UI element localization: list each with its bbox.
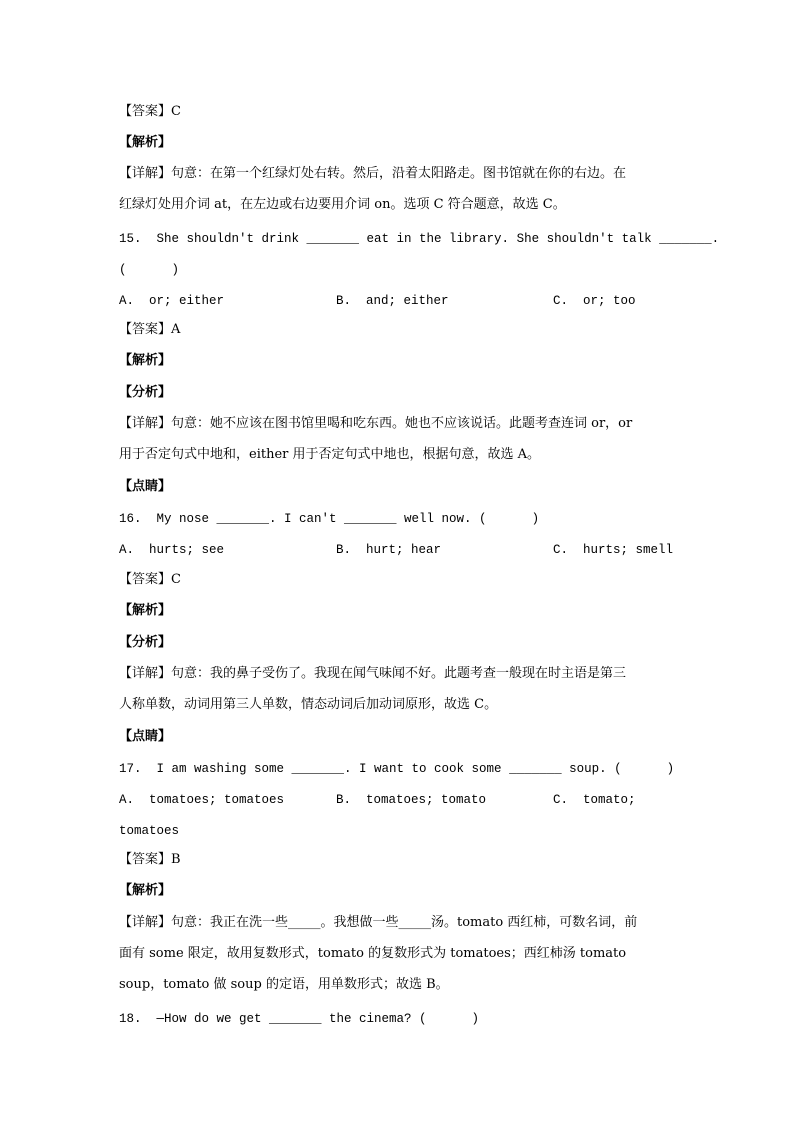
fenxi-label: 【分析】 (119, 385, 172, 400)
option-a: A. or; either (119, 294, 225, 308)
option-b: B. hurt; hear (336, 543, 442, 557)
analysis-label: 【解析】 (119, 603, 172, 618)
question-17: 17. I am washing some _______. I want to cook some _______ soup. ( ) (119, 762, 675, 776)
option-a: A. hurts; see (119, 543, 225, 557)
option-a: A. tomatoes; tomatoes (119, 793, 285, 807)
fenxi-label: 【分析】 (119, 635, 172, 650)
answer-label: 【答案】C (119, 572, 181, 587)
option-c: C. tomato; (553, 793, 636, 807)
dianjing-label: 【点睛】 (119, 729, 172, 744)
option-c: C. or; too (553, 294, 636, 308)
option-b: B. and; either (336, 294, 449, 308)
answer-paren: ( ) (119, 263, 180, 277)
question-18: 18. —How do we get _______ the cinema? ( ) (119, 1012, 480, 1026)
question-15: 15. She shouldn't drink _______ eat in the library. She shouldn't talk _______. (119, 232, 720, 246)
detail-text: 人称单数，动词用第三人单数，情态动词后加动词原形，故选 C。 (119, 697, 498, 712)
option-b: B. tomatoes; tomato (336, 793, 487, 807)
question-16: 16. My nose _______. I can't _______ well now. ( ) (119, 512, 540, 526)
detail-text: 【详解】句意：我正在洗一些_____。我想做一些_____汤。tomato 西红柿，可数名词，前 (119, 915, 638, 930)
detail-text: 用于否定句式中地和，either 用于否定句式中地也，根据句意，故选 A。 (119, 447, 541, 462)
detail-text: 【详解】句意：她不应该在图书馆里喝和吃东西。她也不应该说话。此题考查连词 or，or (119, 416, 633, 431)
analysis-label: 【解析】 (119, 135, 172, 150)
detail-text: 红绿灯处用介词 at，在左边或右边要用介词 on。选项 C 符合题意，故选 C。 (119, 197, 566, 212)
detail-text: 面有 some 限定，故用复数形式，tomato 的复数形式为 tomatoes；西红柿汤 tomato (119, 946, 627, 961)
detail-text: soup，tomato 做 soup 的定语，用单数形式；故选 B。 (119, 977, 449, 992)
answer-label: 【答案】A (119, 322, 181, 337)
detail-text: 【详解】句意：在第一个红绿灯处右转。然后，沿着太阳路走。图书馆就在你的右边。在 (119, 166, 627, 181)
answer-label: 【答案】C (119, 104, 181, 119)
analysis-label: 【解析】 (119, 353, 172, 368)
option-c-continued: tomatoes (119, 824, 180, 838)
option-c: C. hurts; smell (553, 543, 674, 557)
analysis-label: 【解析】 (119, 883, 172, 898)
detail-text: 【详解】句意：我的鼻子受伤了。我现在闻气味闻不好。此题考查一般现在时主语是第三 (119, 666, 627, 681)
answer-label: 【答案】B (119, 852, 181, 867)
dianjing-label: 【点睛】 (119, 479, 172, 494)
